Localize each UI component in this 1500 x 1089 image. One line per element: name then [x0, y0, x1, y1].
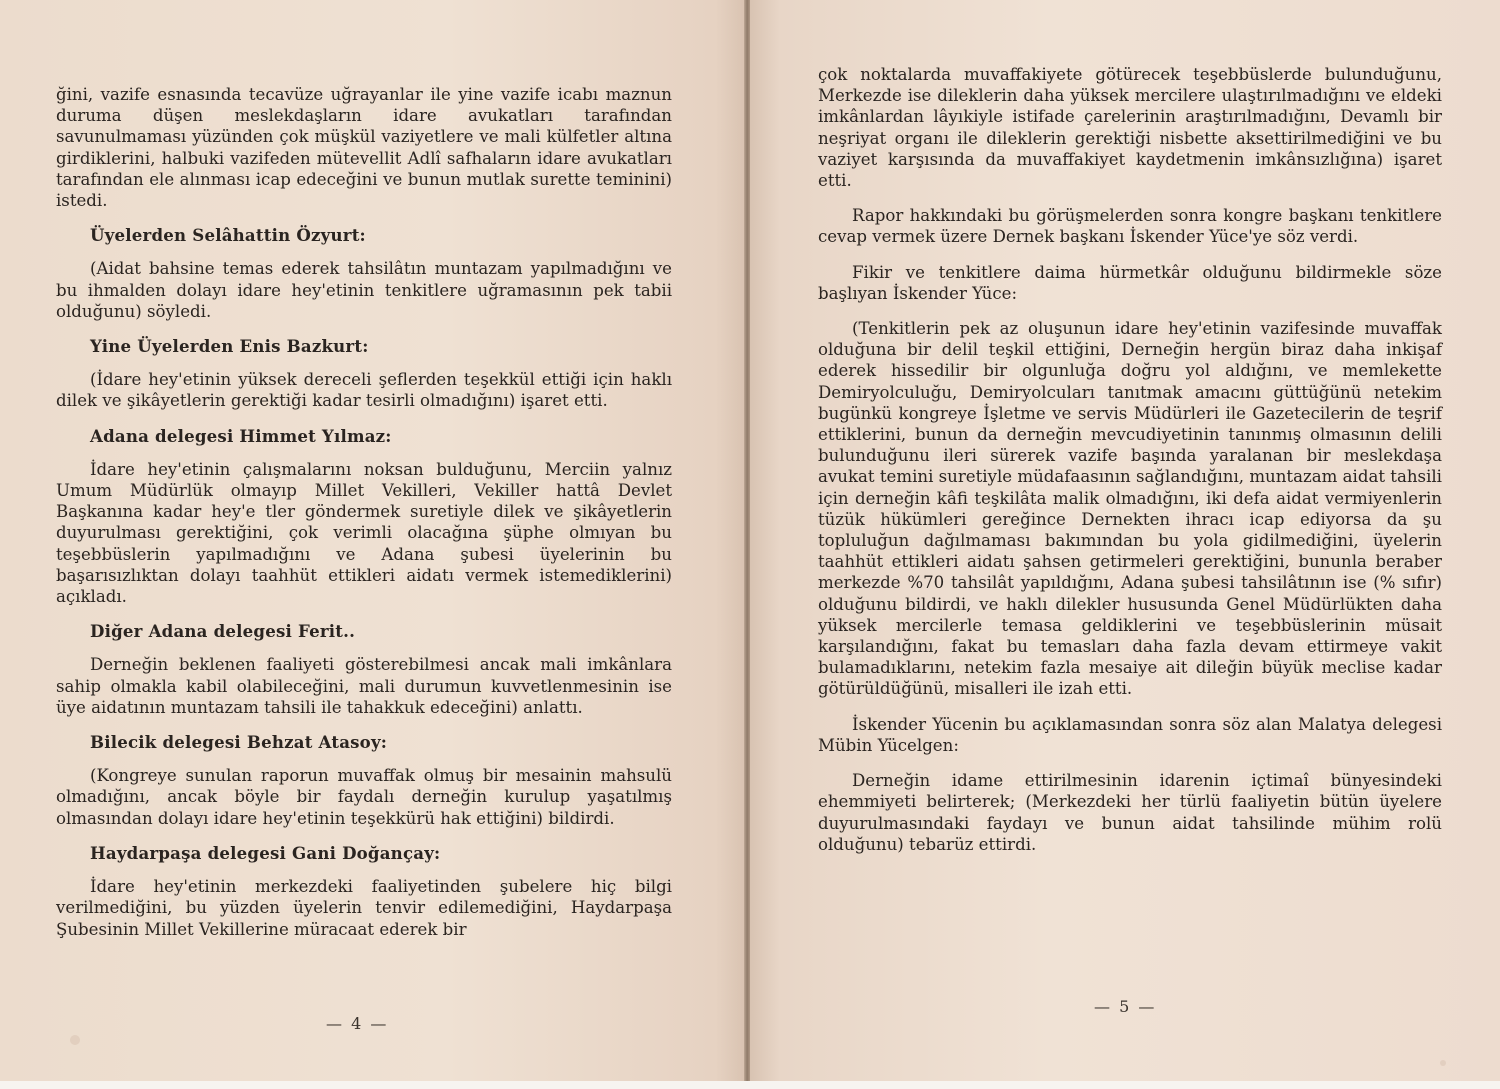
section-heading: Diğer Adana delegesi Ferit.. [90, 621, 356, 642]
page-number-right: — 5 — [1094, 997, 1157, 1016]
section-text: İdare hey'etinin merkezdeki faaliyetinden şubelere hiç bilgi verilmediğini, bu yüzden üyelerin tenvir edilemediğini, Haydarpaşa Şubesinin Millet Vekillerine müracaat ederek bir [56, 877, 672, 939]
section-heading: Yine Üyelerden Enis Bazkurt: [90, 336, 369, 357]
left-page-text [56, 84, 672, 954]
paragraph: Rapor hakkındaki bu görüşmelerden sonra kongre başkanı tenkitlere cevap vermek üzere Dernek başkanı İskender Yüce'ye söz verdi. [818, 206, 1442, 247]
paper-stain [1440, 1060, 1446, 1066]
section-text: Derneğin beklenen faaliyeti gösterebilmesi ancak mali imkânlara sahip olmakla kabil olabileceğini, mali durumun kuvvetlenmesinin ise üye aidatının muntazam tahsili ile tahakkuk edeceğini) anlattı. [56, 655, 672, 717]
paper-stain [70, 1035, 80, 1045]
section-text: (İdare hey'etinin yüksek dereceli şeflerden teşekkül ettiği için haklı dilek ve şikâyetlerin gerektiği kadar tesirli olmadığını) işaret etti. [56, 370, 672, 411]
section-heading: Haydarpaşa delegesi Gani Doğançay: [90, 842, 441, 863]
paragraph: Fikir ve tenkitlere daima hürmetkâr olduğunu bildirmekle söze başlıyan İskender Yüce: [818, 262, 1442, 303]
page-bottom-edge [0, 1081, 1500, 1089]
section-text: (Kongreye sunulan raporun muvaffak olmuş bir mesainin mahsulü olmadığını, ancak böyle bir faydalı derneğin kurulup yaşatılmış olmasından dolayı idare hey'etinin teşekkürü hak ettiğini) bildirdi. [56, 766, 672, 828]
paragraph: (Tenkitlerin pek az oluşunun idare hey'etinin vazifesinde muvaffak olduğuna bir delil teşkil ettiğini, Derneğin hergün biraz daha inkişaf ederek hissedilir bir olgunluğa doğru yol aldığını, ve memlekette Demiryolculuğu, Demiryolcuları tanıtmak amacını güttüğünü netekim bugünkü kongreye İşletme ve servis Müdürleri ile Gazetecilerin de teşrif ettiklerini, bunun da derneğin mevcudiyetinin tanınmış olmasının delili bulunduğunu ileri sürerek vazife başında yaralanan bir meslekdaşa avukat temini suretiyle müdafaasının sağlandığını, muntazam aidat tahsili için derneğin kâfi teşkilâta malik olmadığını, iki defa aidat vermiyenlerin tüzük hükümleri gereğince Dernekten ihracı icap ediyorsa da şu topluluğun dağılmaması bakımından bu yola gidilmediğini, üyelerin taahhüt ettikleri aidatı şahsen getirmeleri gerektiğini, bununla beraber merkezde %70 tahsilât yapıldığını, Adana şubesi tahsilâtının ise (% sıfır) olduğunu bildirdi, ve haklı dilekler hususunda Genel Müdürlükten daha yüksek mercilerle temasa geldiklerini ve teşebbüslerinin müsait karşılandığını, fakat bu temasları daha fazla devam ettirmeye vakit bulamadıklarını, netekim fazla mesaiye ait dileğin büyük meclise kadar götürüldüğünü, misalleri ile izah etti. [818, 319, 1442, 699]
left-page [0, 0, 745, 1089]
section-text: İdare hey'etinin çalışmalarını noksan bulduğunu, Merciin yalnız Umum Müdürlük olmayıp Millet Vekilleri, Vekiller hattâ Devlet Başkanına kadar hey'e tler göndermek suretiyle dilek ve şikâyetlerin duyurulması gerektiğini, çok verimli olacağına şüphe olmıyan bu teşebbüslerin yapılmadığını ve Adana şubesi üyelerinin bu başarısızlıktan dolayı taahhüt ettikleri aidatı vermek istemediklerini) açıkladı. [56, 459, 672, 607]
section-heading: Adana delegesi Himmet Yılmaz: [90, 425, 392, 446]
right-page-text [818, 64, 1442, 869]
right-page [750, 0, 1500, 1089]
section-heading: Üyelerden Selâhattin Özyurt: [90, 225, 366, 246]
section-heading: Bilecik delegesi Behzat Atasoy: [90, 732, 388, 753]
paragraph: İskender Yücenin bu açıklamasından sonra söz alan Malatya delegesi Mübin Yücelgen: [818, 714, 1442, 755]
paragraph: Derneğin idame ettirilmesinin idarenin içtimaî bünyesindeki ehemmiyeti belirterek; (Merkezdeki her türlü faaliyetin bütün üyelere duyurulmasındaki faydayı ve bunun aidat tahsilinde mühim rolü olduğunu) tebarüz ettirdi. [818, 771, 1442, 854]
section-text: (Aidat bahsine temas ederek tahsilâtın muntazam yapılmadığını ve bu ihmalden dolayı idare hey'etinin tenkitlere uğramasının pek tabii olduğunu) söyledi. [56, 259, 672, 321]
opening-paragraph: ğini, vazife esnasında tecavüze uğrayanlar ile yine vazife icabı maznun duruma düşen meslekdaşların idare avukatları tarafından savunulmaması yüzünden çok müşkül vaziyetlere ve mali külfetler altına girdiklerini, halbuki vazifeden mütevellit Adlî safhaların idare avukatları tarafından ele alınması icap edeceğini ve bunun mutlak surette teminini) istedi. [56, 85, 672, 211]
paragraph: çok noktalarda muvaffakiyete götürecek teşebbüslerde bulunduğunu, Merkezde ise dileklerin daha yüksek mercilere ulaştırılmadığını ve eldeki imkânlardan lâyıkiyle istifade çarelerinin araştırılmadığını, Devamlı bir neşriyat organı ile dileklerin gerektiği nisbette aksettirilmediğini ve bu vaziyet karşısında da muvaffakiyet kaydetmenin imkânsızlığına) işaret etti. [818, 65, 1442, 191]
page-number-left: — 4 — [326, 1014, 389, 1033]
